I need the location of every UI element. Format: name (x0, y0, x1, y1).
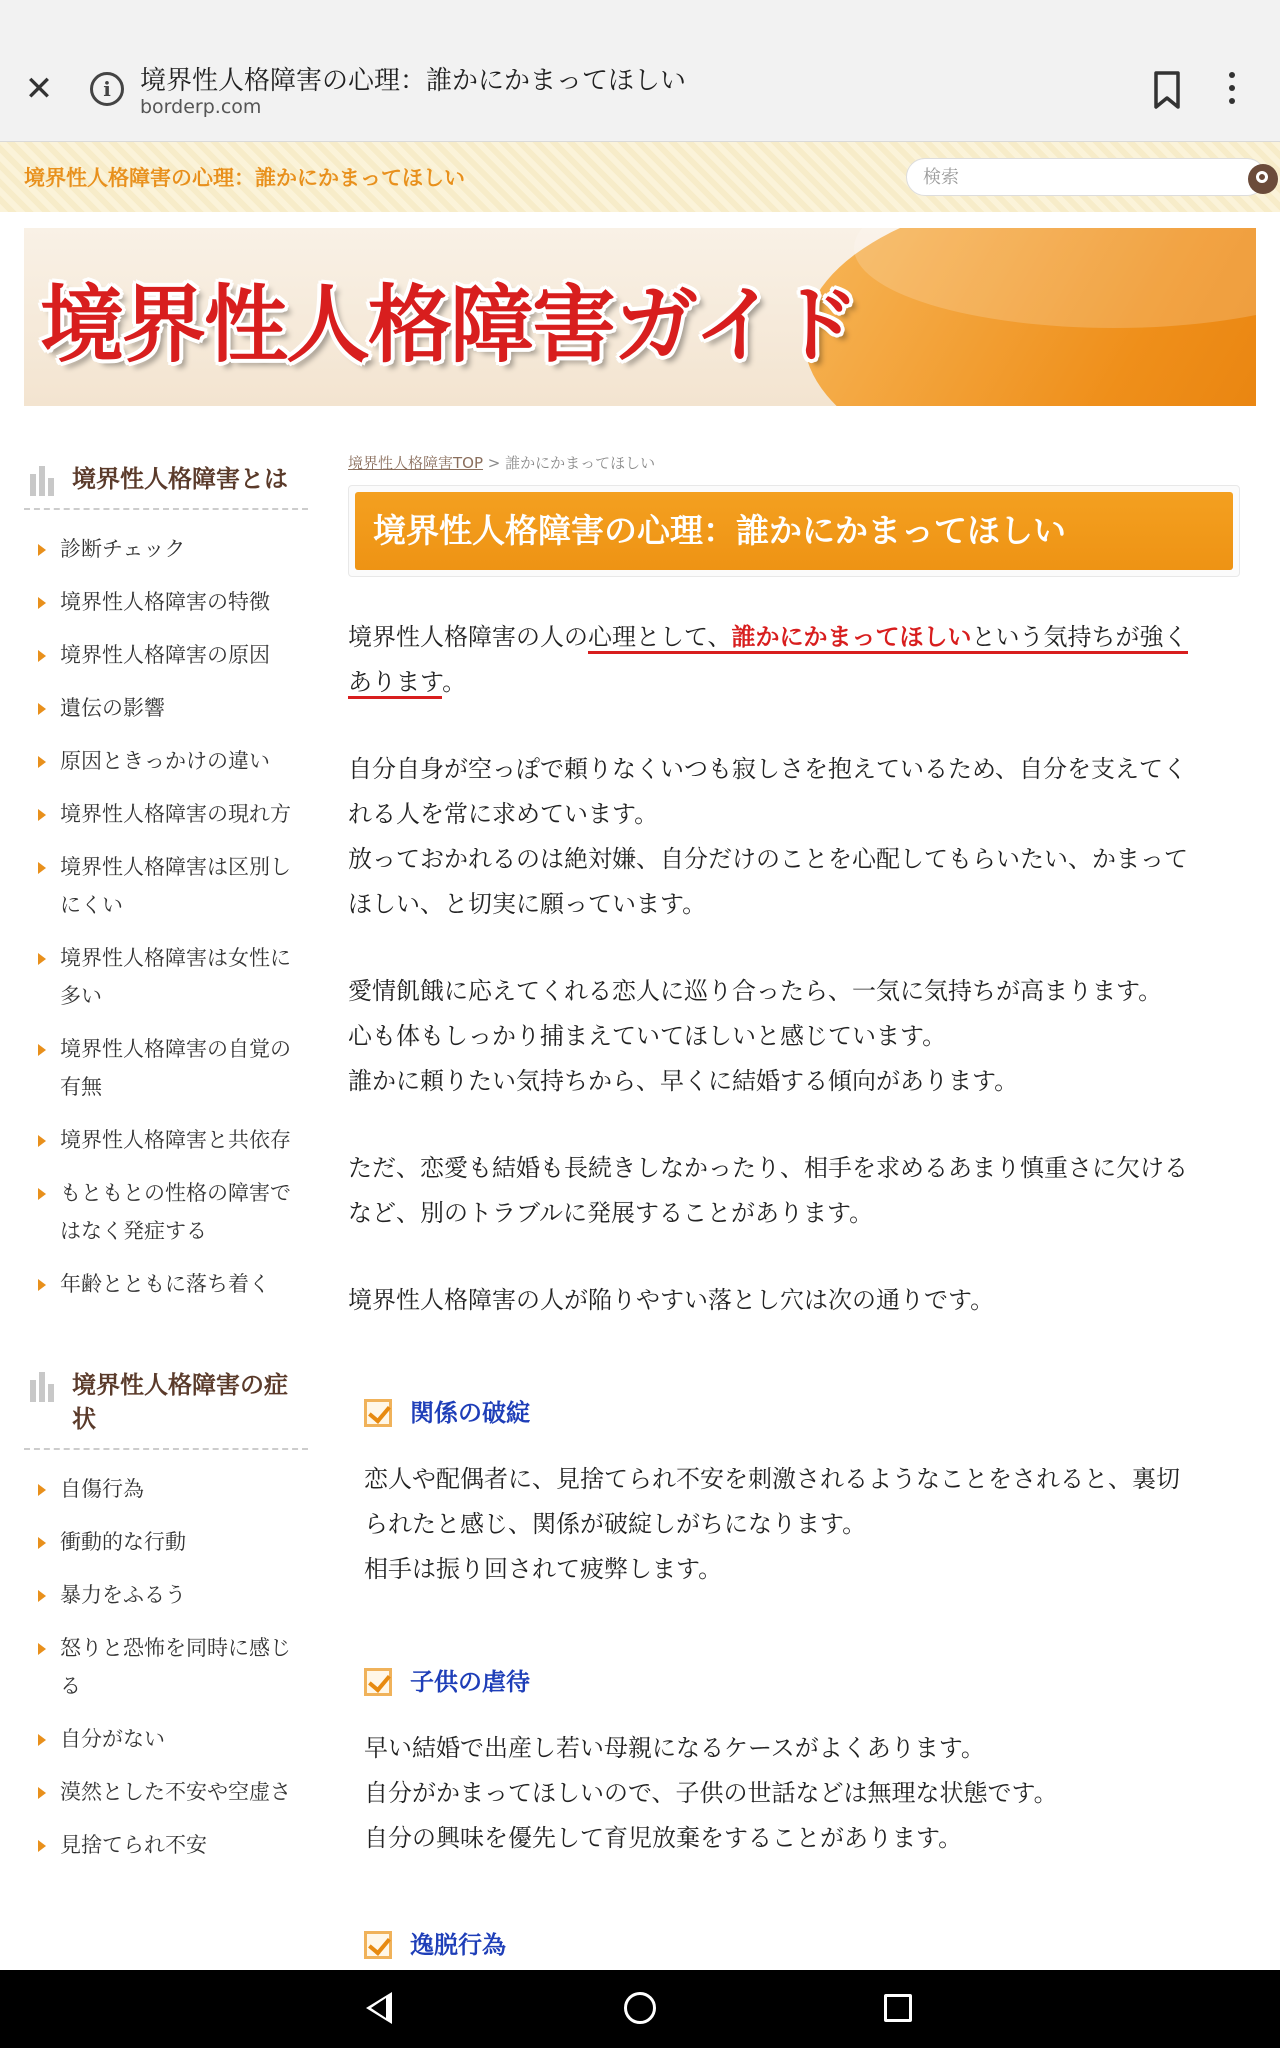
breadcrumb-current: 誰かにかまってほしい (505, 454, 656, 472)
text-line: 自分自身が空っぽで頼りなくいつも寂しさを抱えているため、自分を支えてく (348, 755, 1188, 783)
info-icon[interactable]: i (90, 72, 124, 106)
intro-underline-text: あります (348, 668, 442, 699)
browser-url[interactable]: borderp.com (140, 96, 262, 118)
text-line (348, 615, 1248, 660)
text-line: 境界性人格障害の人が陥りやすい落とし穴は次の通りです。 (348, 1286, 995, 1314)
site-header-title[interactable]: 境界性人格障害の心理：誰かにかまってほしい (24, 166, 465, 190)
main-content (348, 452, 1248, 1965)
sidebar-item-label[interactable]: 境界性人格障害の原因 (60, 643, 270, 667)
sidebar-list (24, 1450, 308, 1897)
triangle-bullet-icon (38, 1279, 46, 1291)
sidebar-item[interactable] (24, 1720, 308, 1758)
sidebar-item-label[interactable]: 境界性人格障害は区別しにくい (60, 855, 291, 917)
bar-chart-icon (30, 466, 60, 496)
triangle-bullet-icon (38, 1590, 46, 1602)
subsection-title-label: 逸脱行為 (410, 1931, 506, 1959)
triangle-bullet-icon (38, 597, 46, 609)
sidebar-item-label[interactable]: 自傷行為 (60, 1477, 144, 1501)
sidebar (24, 452, 308, 1897)
sidebar-item[interactable] (24, 689, 308, 727)
bar-chart-icon (30, 1372, 60, 1402)
sidebar-item-label[interactable]: 年齢とともに落ち着く (60, 1272, 270, 1296)
sidebar-item-label[interactable]: 境界性人格障害の自覚の有無 (60, 1037, 291, 1099)
triangle-bullet-icon (38, 1537, 46, 1549)
sidebar-item[interactable] (24, 530, 308, 568)
sidebar-item[interactable] (24, 939, 308, 1015)
sidebar-heading (24, 452, 308, 510)
triangle-bullet-icon (38, 756, 46, 768)
sidebar-item[interactable] (24, 1826, 308, 1864)
body-paragraph (348, 747, 1248, 927)
subsection-title (364, 1662, 1248, 1702)
breadcrumb-separator: > (487, 454, 501, 472)
highlighted-phrase (588, 623, 1188, 654)
subsection-title-label: 関係の破綻 (410, 1399, 530, 1427)
sidebar-item[interactable] (24, 1576, 308, 1614)
sidebar-heading-label: 境界性人格障害の症状 (72, 1371, 288, 1433)
triangle-bullet-icon (38, 953, 46, 965)
sidebar-item-label[interactable]: 診断チェック (60, 537, 186, 561)
sidebar-item-label[interactable]: 自分がない (60, 1727, 165, 1751)
subsection (348, 1662, 1248, 1861)
browser-page-title: 境界性人格障害の心理：誰かにかまってほしい (140, 66, 687, 96)
text-line (348, 660, 1248, 705)
text-line: 相手は振り回されて疲弊します。 (364, 1555, 723, 1583)
subsection-title (364, 1393, 1248, 1433)
triangle-bullet-icon (38, 1484, 46, 1496)
triangle-bullet-icon (38, 703, 46, 715)
triangle-bullet-icon (38, 1734, 46, 1746)
sidebar-item[interactable] (24, 1523, 308, 1561)
subsection-body (364, 1726, 1248, 1861)
intro-text: 境界性人格障害の人の (348, 623, 588, 651)
checkbox-checked-icon (364, 1399, 392, 1427)
sidebar-item[interactable] (24, 1773, 308, 1811)
site-logo: 境界性人格障害ガイド (40, 276, 858, 374)
system-nav-bar (0, 1970, 1280, 2048)
sidebar-item[interactable] (24, 1174, 308, 1250)
text-line: 自分がかまってほしいので、子供の世話などは無理な状態です。 (364, 1779, 1058, 1807)
sidebar-item[interactable] (24, 583, 308, 621)
home-icon[interactable] (624, 1992, 656, 2024)
text-line: など、別のトラブルに発展することがあります。 (348, 1199, 874, 1227)
browser-toolbar (0, 40, 1280, 142)
subsection-body (364, 1457, 1248, 1592)
search-icon[interactable] (1248, 164, 1278, 194)
intro-paragraph (348, 615, 1248, 705)
body-paragraph (348, 1278, 1248, 1323)
close-icon[interactable]: ✕ (24, 69, 54, 109)
intro-text: 。 (442, 668, 467, 696)
triangle-bullet-icon (38, 1188, 46, 1200)
sidebar-item-label[interactable]: 漠然とした不安や空虚さ (60, 1780, 291, 1804)
text-line: ただ、恋愛も結婚も長続きしなかったり、相手を求めるあまり慎重さに欠ける (348, 1154, 1188, 1182)
sidebar-item[interactable] (24, 636, 308, 674)
sidebar-heading (24, 1358, 308, 1450)
text-line: ほしい、と切実に願っています。 (348, 890, 707, 918)
sidebar-item-label[interactable]: もともとの性格の障害ではなく発症する (60, 1181, 291, 1243)
back-icon[interactable] (366, 1992, 392, 2024)
sidebar-item[interactable] (24, 1470, 308, 1508)
sidebar-item-label[interactable]: 暴力をふるう (60, 1583, 186, 1607)
breadcrumb-home-link[interactable]: 境界性人格障害TOP (348, 454, 484, 472)
text-line: 誰かに頼りたい気持ちから、早くに結婚する傾向があります。 (348, 1067, 1019, 1095)
subsection-title (364, 1925, 1248, 1965)
sidebar-item[interactable] (24, 1265, 308, 1303)
sidebar-item-label[interactable]: 衝動的な行動 (60, 1530, 186, 1554)
triangle-bullet-icon (38, 544, 46, 556)
recents-icon[interactable] (884, 1994, 912, 2022)
sidebar-item[interactable] (24, 1629, 308, 1705)
triangle-bullet-icon (38, 1135, 46, 1147)
triangle-bullet-icon (38, 1840, 46, 1852)
text-line: られたと感じ、関係が破綻しがちになります。 (364, 1510, 867, 1538)
sidebar-item[interactable] (24, 1030, 308, 1106)
breadcrumb (348, 452, 1248, 473)
text-line: 心も体もしっかり捕まえていてほしいと感じています。 (348, 1022, 947, 1050)
site-header (0, 142, 1280, 212)
intro-underline-text: という気持ちが強く (971, 623, 1188, 651)
triangle-bullet-icon (38, 862, 46, 874)
sidebar-item[interactable] (24, 1121, 308, 1159)
emphasis-text: 誰かにかまってほしい (731, 623, 972, 651)
subsection (348, 1925, 1248, 1965)
text-line: 恋人や配偶者に、見捨てられ不安を刺激されるようなことをされると、裏切 (364, 1465, 1180, 1493)
triangle-bullet-icon (38, 809, 46, 821)
text-line: れる人を常に求めています。 (348, 800, 659, 828)
sidebar-item-label[interactable]: 境界性人格障害の現れ方 (60, 802, 291, 826)
status-bar (0, 0, 1280, 40)
text-line: 愛情飢餓に応えてくれる恋人に巡り合ったら、一気に気持ちが高まります。 (348, 977, 1163, 1005)
sidebar-item-label[interactable]: 遺伝の影響 (60, 696, 165, 720)
bookmark-icon[interactable] (1152, 70, 1182, 110)
sidebar-item-label[interactable]: 境界性人格障害と共依存 (60, 1128, 291, 1152)
subsection (348, 1393, 1248, 1592)
body-paragraph (348, 969, 1248, 1104)
site-banner[interactable] (24, 228, 1256, 406)
sidebar-heading-label: 境界性人格障害とは (72, 465, 288, 493)
sidebar-item-label[interactable]: 境界性人格障害の特徴 (60, 590, 270, 614)
sidebar-item-label[interactable]: 見捨てられ不安 (60, 1833, 207, 1857)
sidebar-item[interactable] (24, 795, 308, 833)
checkbox-checked-icon (364, 1668, 392, 1696)
more-vert-icon[interactable] (1226, 72, 1238, 108)
sidebar-item[interactable] (24, 742, 308, 780)
triangle-bullet-icon (38, 1643, 46, 1655)
page-title: 境界性人格障害の心理：誰かにかまってほしい (355, 492, 1233, 570)
intro-underline-text: 心理として、 (588, 623, 732, 651)
triangle-bullet-icon (38, 1044, 46, 1056)
sidebar-item-label[interactable]: 原因ときっかけの違い (60, 749, 270, 773)
text-line: 放っておかれるのは絶対嫌、自分だけのことを心配してもらいたい、かまって (348, 845, 1188, 873)
page-title-box (348, 485, 1240, 577)
search-input[interactable] (906, 158, 1266, 196)
sidebar-item-label[interactable]: 怒りと恐怖を同時に感じる (60, 1636, 291, 1698)
sidebar-list (24, 510, 308, 1336)
sidebar-item[interactable] (24, 848, 308, 924)
subsection-title-label: 子供の虐待 (410, 1668, 530, 1696)
triangle-bullet-icon (38, 1787, 46, 1799)
checkbox-checked-icon (364, 1931, 392, 1959)
body-paragraph (348, 1146, 1248, 1236)
text-line: 早い結婚で出産し若い母親になるケースがよくあります。 (364, 1734, 985, 1762)
text-line: 自分の興味を優先して育児放棄をすることがあります。 (364, 1824, 963, 1852)
triangle-bullet-icon (38, 650, 46, 662)
sidebar-item-label[interactable]: 境界性人格障害は女性に多い (60, 946, 291, 1008)
